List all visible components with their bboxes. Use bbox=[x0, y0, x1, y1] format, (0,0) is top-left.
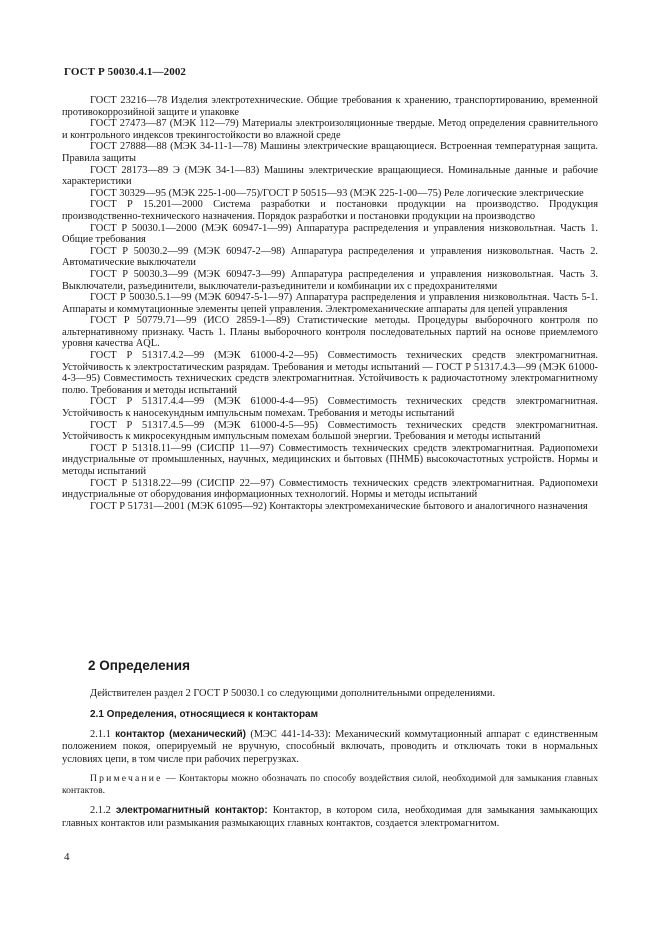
reference-item: ГОСТ Р 51317.4.5—99 (МЭК 61000-4-5—95) Совместимость технических средств электромагнитная. Устойчивость к микросекундным импульсным помехам большой энергии. Требования и методы испытаний bbox=[62, 419, 598, 443]
reference-item: ГОСТ Р 50779.71—99 (ИСО 2859-1—89) Статистические методы. Процедуры выборочного контроля по альтернативному признаку. Часть 1. Планы выборочного контроля последовательных партий на основе приемлемого уровня качества AQL. bbox=[62, 315, 598, 350]
subsection-title: 2.1 Определения, относящиеся к контакторам bbox=[90, 709, 319, 720]
reference-item: ГОСТ 23216—78 Изделия электротехнические. Общие требования к хранению, транспортированию, временной противокоррозийной защите и упаковке bbox=[62, 95, 598, 118]
definition-term: контактор (механический) bbox=[115, 729, 247, 740]
reference-item: ГОСТ Р 15.201—2000 Система разработки и постановки продукции на производство. Продукция производственно-технического назначения. Порядок разработки и постановки продукции на производство bbox=[62, 199, 598, 222]
definition-2-1-2 bbox=[62, 805, 598, 830]
reference-item: ГОСТ 27888—88 (МЭК 34-11-1—78) Машины электрические вращающиеся. Встроенная температурная защита. Правила защиты bbox=[62, 141, 598, 164]
reference-item: ГОСТ Р 51731—2001 (МЭК 61095—92) Контакторы электромеханические бытового и аналогичного назначения bbox=[90, 500, 588, 512]
definition-number: 2.1.1 bbox=[90, 729, 111, 740]
definition-note bbox=[62, 773, 598, 796]
reference-item: ГОСТ 30329—95 (МЭК 225-1-00—75)/ГОСТ Р 50515—93 (МЭК 225-1-00—75) Реле логические электрические bbox=[90, 187, 584, 199]
definition-term: электромагнитный контактор: bbox=[115, 805, 268, 817]
definition-number: 2.1.2 bbox=[90, 805, 111, 817]
reference-item: ГОСТ Р 50030.1—2000 (МЭК 60947-1—99) Аппаратура распределения и управления низковольтная. Часть 1. Общие требования bbox=[62, 222, 598, 246]
reference-item: ГОСТ Р 51317.4.2—99 (МЭК 61000-4-2—95) Совместимость технических средств электромагнитная. Устойчивость к электростатическим разрядам. Требования и методы испытаний — ГОСТ Р 51317.4.3—99 (МЭК 61000-4-3—95) Совместимость технических средств электромагнитная. Устойчивость к радиочастотному электромагнитному полю. Требования и методы испытаний bbox=[62, 350, 598, 396]
reference-item: ГОСТ Р 51317.4.4—99 (МЭК 61000-4-4—95) Совместимость технических средств электромагнитная. Устойчивость к наносекундным импульсным помехам. Требования и методы испытаний bbox=[62, 396, 598, 420]
definition-2-1-1 bbox=[62, 729, 598, 766]
reference-item: ГОСТ Р 51318.22—99 (СИСПР 22—97) Совместимость технических средств электромагнитная. Радиопомехи индустриальные от оборудования информационных технологий. Нормы и методы испытаний bbox=[62, 477, 598, 501]
section-intro: Действителен раздел 2 ГОСТ Р 50030.1 со следующими дополнительными определениями. bbox=[90, 688, 496, 699]
normative-references-list bbox=[62, 95, 598, 512]
definition-text: (МЭС 441-14-33): Механический коммутационный аппарат с единственным положением покоя, оперируемый не вручную, способный включать, проводить и отключать токи в нормальных условиях цепи, в том числе при рабочих перегрузках. bbox=[62, 729, 598, 765]
section-title: 2 Определения bbox=[88, 658, 190, 673]
note-label: Примечание bbox=[90, 773, 163, 785]
document-header: ГОСТ Р 50030.4.1—2002 bbox=[64, 66, 187, 78]
section-intro-block bbox=[62, 688, 598, 700]
reference-item: ГОСТ Р 50030.2—99 (МЭК 60947-2—98) Аппаратура распределения и управления низковольтная. Часть 2. Автоматические выключатели bbox=[62, 245, 598, 269]
reference-item: ГОСТ Р 50030.3—99 (МЭК 60947-3—99) Аппаратура распределения и управления низковольтная. Часть 3. Выключатели, разъединители, выключатели-разъединители и комбинации их с предохранителями bbox=[62, 268, 598, 292]
note-text: — Контакторы можно обозначать по способу воздействия силой, необходимой для замыкания главных контактов. bbox=[62, 773, 598, 796]
definitions-block bbox=[62, 729, 598, 830]
page-number: 4 bbox=[64, 851, 70, 863]
reference-item: ГОСТ 28173—89 Э (МЭК 34-1—83) Машины электрические вращающиеся. Номинальные данные и рабочие характеристики bbox=[62, 164, 598, 188]
definition-text: Контактор, в котором сила, необходимая для замыкания замыкающих главных контактов или размыкания размыкающих главных контактов, создается электромагнитом. bbox=[62, 805, 598, 829]
reference-item: ГОСТ Р 51318.11—99 (СИСПР 11—97) Совместимость технических средств электромагнитная. Радиопомехи индустриальные от промышленных, научных, медицинских и бытовых (ПНМБ) высокочастотных устройств. Нормы и методы испытаний bbox=[62, 442, 598, 477]
reference-item: ГОСТ 27473—87 (МЭК 112—79) Материалы электроизоляционные твердые. Метод определения сравнительного и контрольного индексов трекингостойкости во влажной среде bbox=[62, 118, 598, 141]
reference-item: ГОСТ Р 50030.5.1—99 (МЭК 60947-5-1—97) Аппаратура распределения и управления низковольтная. Часть 5-1. Аппараты и коммутационные элементы цепей управления. Электромеханические аппараты для цепей управления bbox=[62, 292, 598, 315]
